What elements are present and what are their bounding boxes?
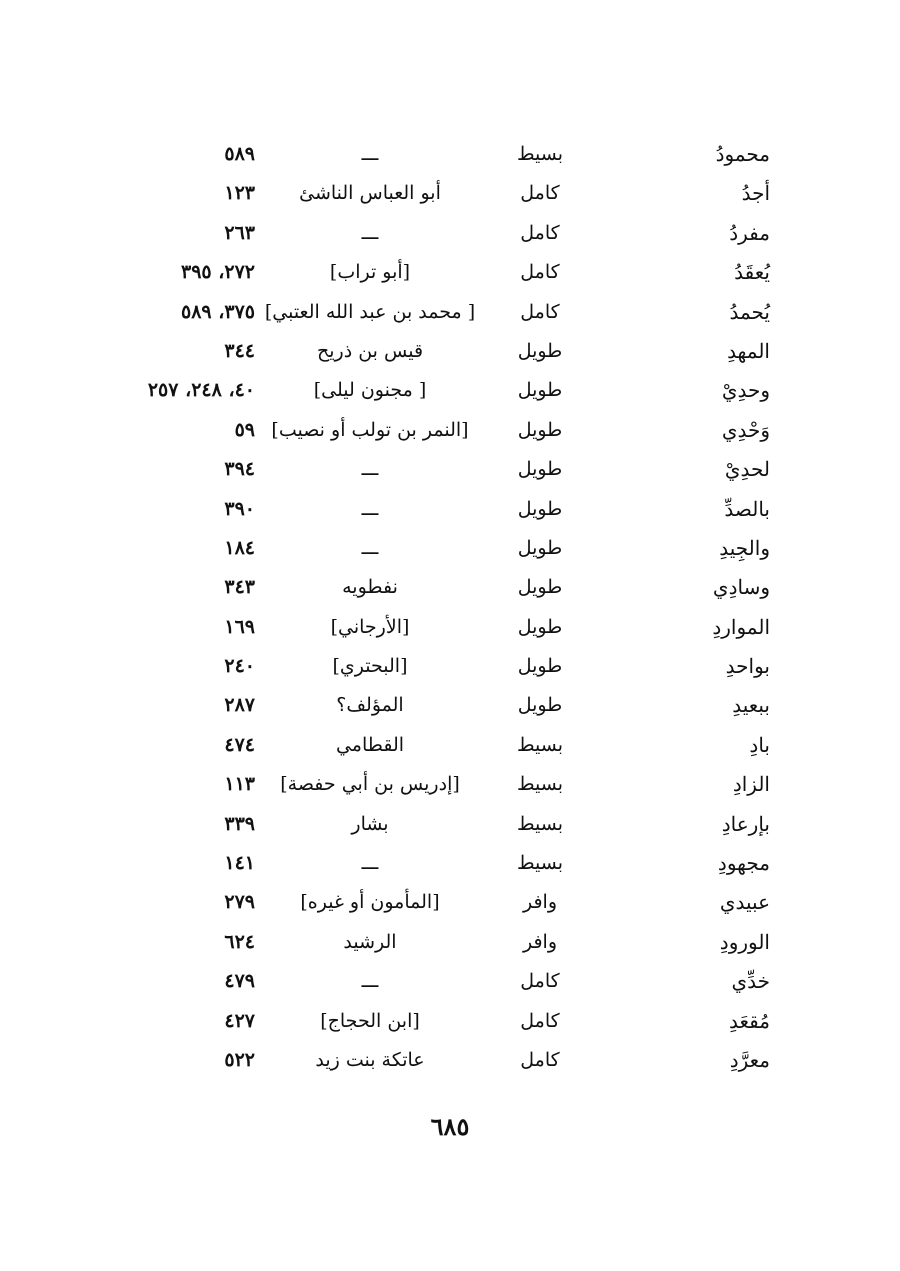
poet: [ محمد بن عبد الله العتبي] (264, 300, 476, 323)
table-row (100, 371, 800, 410)
page-refs: ٢٧٩ (224, 891, 255, 914)
poet: المؤلف؟ (336, 694, 404, 717)
rhyme-word: يُعقَدُ (734, 260, 770, 285)
poet: القطامي (335, 733, 405, 756)
rhyme-word: المهدِ (727, 338, 770, 363)
poet: ـــ (361, 221, 379, 244)
page-refs: ٣٣٩ (224, 812, 255, 835)
poet: [البحتري] (332, 655, 408, 678)
poet: [الأرجاني] (330, 615, 410, 638)
page-refs: ٦٢٤ (224, 930, 255, 953)
page-refs: ٢٧٢، ٣٩٥ (181, 261, 255, 284)
poet: ـــ (361, 497, 379, 520)
poet: نفطويه (342, 576, 398, 599)
table-row (100, 529, 800, 568)
table-row (100, 923, 800, 962)
meter: بسيط (516, 773, 563, 796)
table-row (100, 1041, 800, 1080)
table-row (100, 962, 800, 1001)
meter: وافر (522, 930, 558, 953)
page-refs: ١٦٩ (224, 615, 255, 638)
rhyme-word: بادِ (749, 732, 770, 757)
page-refs: ٤٧٤ (224, 733, 255, 756)
meter: طويل (517, 536, 563, 559)
meter: طويل (517, 497, 563, 520)
table-row (100, 805, 800, 844)
poet: الرشيد (343, 930, 397, 953)
page-refs: ١٨٤ (224, 536, 255, 559)
table-row (100, 647, 800, 686)
rhyme-word: أجدُ (741, 181, 770, 206)
poet: قيس بن ذريح (316, 339, 424, 362)
meter: كامل (520, 1009, 560, 1032)
page-refs: ١١٣ (224, 773, 255, 796)
rhyme-word: الورودِ (719, 929, 770, 954)
page-refs: ٣٩٤ (224, 458, 255, 481)
meter: طويل (517, 576, 563, 599)
meter: كامل (520, 221, 560, 244)
poet: ـــ (361, 536, 379, 559)
page-refs: ١٢٣ (224, 182, 255, 205)
rhyme-index-table (100, 135, 800, 1080)
rhyme-word: المواردِ (712, 614, 770, 639)
rhyme-word: ببعيدِ (732, 693, 770, 718)
rhyme-word: عبيدي (719, 890, 770, 915)
table-row (100, 1002, 800, 1041)
table-row (100, 253, 800, 292)
meter: طويل (517, 694, 563, 717)
table-row (100, 608, 800, 647)
poet: ـــ (361, 143, 379, 165)
poet: [أبو تراب] (329, 261, 411, 284)
rhyme-word: الزادِ (732, 772, 770, 797)
rhyme-word: وَحْدِي (721, 417, 770, 442)
poet: ـــ (361, 852, 379, 875)
poet: [ مجنون ليلى] (313, 379, 427, 402)
rhyme-word: خدِّي (731, 969, 770, 994)
table-row (100, 135, 800, 174)
table-row (100, 686, 800, 725)
rhyme-word: وسادِي (712, 575, 770, 600)
page-refs: ٥٩ (234, 418, 255, 441)
page-refs: ٥٨٩ (224, 143, 255, 165)
poet: عاتكة بنت زيد (315, 1048, 425, 1071)
page-number: ٦٨٥ (430, 1112, 470, 1141)
meter: بسيط (516, 143, 563, 165)
rhyme-word: محمودُ (715, 142, 770, 166)
page-refs: ٢٦٣ (224, 221, 255, 244)
page-refs: ٣٩٠ (224, 497, 255, 520)
rhyme-word: وحدِيْ (721, 378, 770, 403)
table-row (100, 411, 800, 450)
meter: طويل (517, 418, 563, 441)
page-refs: ٥٢٢ (224, 1048, 255, 1071)
table-row (100, 293, 800, 332)
table-row (100, 726, 800, 765)
table-row (100, 214, 800, 253)
table-row (100, 332, 800, 371)
poet: [النمر بن تولب أو نصيب] (271, 418, 469, 441)
meter: طويل (517, 379, 563, 402)
rhyme-word: مجهودِ (717, 851, 770, 876)
poet: ـــ (361, 458, 379, 481)
meter: كامل (520, 300, 560, 323)
rhyme-word: يُحمدُ (729, 299, 770, 324)
meter: طويل (517, 615, 563, 638)
poet: [إدريس بن أبي حفصة] (280, 773, 460, 796)
page-refs: ١٤١ (224, 852, 255, 875)
page-refs: ٤٠، ٢٤٨، ٢٥٧ (147, 379, 255, 402)
poet: [ابن الحجاج] (320, 1009, 420, 1032)
page-refs: ٤٢٧ (224, 1009, 255, 1032)
meter: بسيط (516, 852, 563, 875)
poet: [المأمون أو غيره] (300, 891, 440, 914)
meter: بسيط (516, 733, 563, 756)
rhyme-word: مفردُ (729, 220, 770, 245)
table-row (100, 844, 800, 883)
page-refs: ٣٤٤ (224, 339, 255, 362)
rhyme-word: مُقعَدِ (729, 1008, 770, 1033)
table-row (100, 450, 800, 489)
table-row (100, 174, 800, 213)
meter: طويل (517, 339, 563, 362)
meter: كامل (520, 1048, 560, 1071)
meter: بسيط (516, 812, 563, 835)
rhyme-word: بالصدِّ (724, 496, 770, 521)
table-row (100, 883, 800, 922)
poet: أبو العباس الناشئ (299, 182, 441, 205)
table-row (100, 568, 800, 607)
meter: كامل (520, 970, 560, 993)
meter: وافر (522, 891, 558, 914)
rhyme-word: بواحدِ (725, 654, 770, 679)
page-refs: ٤٧٩ (224, 970, 255, 993)
meter: كامل (520, 261, 560, 284)
poet: بشار (351, 812, 389, 835)
table-row (100, 490, 800, 529)
table-row (100, 765, 800, 804)
poet: ـــ (361, 970, 379, 993)
page-refs: ٢٤٠ (224, 655, 255, 678)
page-refs: ٣٤٣ (224, 576, 255, 599)
meter: طويل (517, 458, 563, 481)
rhyme-word: لحدِيْ (724, 457, 770, 482)
rhyme-word: معرَّدِ (729, 1047, 770, 1072)
page-refs: ٣٧٥، ٥٨٩ (181, 300, 255, 323)
meter: طويل (517, 655, 563, 678)
meter: كامل (520, 182, 560, 205)
rhyme-word: بإرعادِ (721, 811, 770, 836)
rhyme-word: والجِيدِ (719, 535, 770, 560)
page-refs: ٢٨٧ (224, 694, 255, 717)
